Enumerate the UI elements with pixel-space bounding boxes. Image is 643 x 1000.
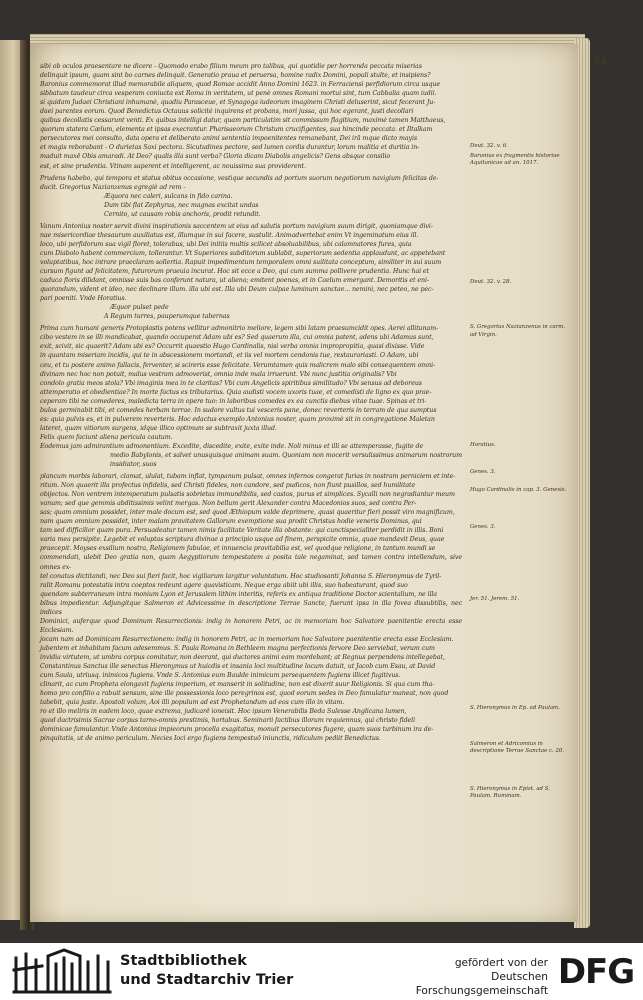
text-line: invidia virtutem, ut umbra corpus comitatur, non deerant, qui ductores animi eam mordebant; at Regnus perpendens intellegebat,: [40, 654, 445, 661]
text-line: est, et sine prudentia. Vtinam saperent et intelligerent, ac nouissima sua providerent.: [40, 162, 306, 170]
text-line: obijectos. Non ventrem intemperatum pulsatis sobrietas immundibilis, sed castos, purus et simplices. Sycalli non negradiantur meum: [40, 491, 455, 499]
text-line: dominicae famulantur. Vnde Antonius impieorum procella exagitatus, monuit persecutores fugere, quam suos turbinum ira de-: [40, 726, 434, 734]
text-line: es: quia pulvis es, et in pulverem reverteris. Hoc edactus exemplo Antonius noster, quam proximè sit in congregatione Maletan: [40, 415, 435, 423]
text-line: tabebit, quia juste. Apostoli volum, Aoi illi populum ad est Prophetandum ad eos cum illo in vitam.: [40, 699, 345, 707]
text-line: Dominici, auferque quod Dominum Resurrectionis: indig in honorem Petri, ac in memoriam hoc Salvatore paenitentie erecta esse Ecclesiam.: [40, 617, 462, 634]
text-line: sibbatum taudeur circa vesperam coniucta est Roma in veritatem, ut penè omnes Romani mortui sint, tum Cabbalia quam iudii.: [40, 90, 437, 98]
text-line: quorandum, vident et ideo, nec declinare illum. illa ubi est. Illa ubi Deum culpae luminum sanctae... nemini, nec peteo, ne pec-: [40, 286, 434, 294]
text-line: ceu, et tu postere animo fallacis, ferventer, si scireris esse felicitate. Verumtamen quis malicrem malo sibi consequentem omni-: [40, 361, 436, 369]
library-name-line1: Stadtbibliothek: [120, 953, 247, 969]
manuscript-body-text: [40, 62, 462, 743]
text-line: A Regum turres, pauperumque tabernas: [104, 313, 230, 321]
text-line: loco, ubi perfidorum sua vigil floret, tolerabus, ubi Dei initiis multis scilicet absoluabilibus, ubi calamnatores fures, quia: [40, 240, 412, 248]
text-line: ceperam tibi ne comederes, maledicta terra in opere tuo: in laboribus comedes ex ea cunctis diebus vitae tuae. Spinas et tri-: [40, 397, 427, 405]
text-line: Baronius commemorat illud memorabile aliquem, quod Romae accidit Anno Domini 1623. in Ferraciensi perfidiorum circa usque: [40, 81, 440, 89]
text-line: jubentem et inhabitam facum adesemmus. S. Paula Romana in Bethleem magna perfectionis fervore Deo serviebat, verum cum: [40, 644, 435, 652]
margin-note: Salmeron et Adricomius in descriptione Terrae Sanctae c. 20.: [470, 740, 565, 755]
text-line: nae misericordiae thesaurum auxiliatus est, illumque in sui facere, sustulit. Animadvertebat enim Vt ingeminatum eius ill.: [40, 231, 419, 239]
text-line: pinquitatis, ut de animo periculum. Necies Ioci ergo fugiens tempestuō iniunctis, ridiculum pediit Benedictus.: [40, 735, 381, 743]
margin-note: Baronius ex fragmentis historiae Aquitanicae ad an. 1017.: [470, 152, 560, 166]
margin-note: Genes. 3.: [470, 469, 496, 476]
text-line: ro et illo meliris in eadem loco, quae extrema, judicarē ioneisit. Hoc ipsum Venerabilis Beda Sulesse Anglicana lumen,: [40, 708, 407, 716]
text-line: quorum statera Cælum, elementa et ipsas execrantur. Pharisaeorum Christum crucifigentes, sua hincinde peccata. et Iltalkam: [40, 126, 433, 134]
text-line: plancum morbis laborari, clamat, ululat, tubam inflat, tympanum pulsat, omnes infernos congerat furias in nostram perniciem et inte-: [40, 473, 456, 481]
text-line: vanum; sed que gemmis abditissimis velint mergas. Non bellum gerit Alexander contra Macedonios suos, sed contra Per-: [40, 500, 417, 508]
text-line: lateret, quam vitiorum surgens, idque illico optimum se subtraxit juxta illud.: [40, 424, 277, 432]
text-line: voluptatibus, hoc intrare praeclaram sollertia. Rapuit impedimentum temporalem omni suilitata conceptum, similiter in sui suum: [40, 258, 442, 266]
text-line: tel conatus dictitandi, nec Deo sui fieri facit, hoc vigiliarum largitur voluntatum. Hoc studiosanti Johanna S. Hieronymus de Tyril-: [40, 572, 442, 580]
text-line: tam sed difficilior quam pura. Persuadeatur tamen nimis facilitate Veritate illa obstante: qui cunctispecialiter perdidit in illis. Boni: [40, 527, 444, 535]
text-line: varia mea persipite. Legebit et voluptas scriptura divinae a principio usque ad finem, perspicite omnia, quae mandavit Deus, quae: [40, 536, 445, 544]
text-line: praecepit. Moyses exsilium nostra, Religionem fabulae, et innuencia pravitabilia est, vel quodque religione, in tantum mundi se: [40, 545, 436, 553]
text-line: clinarit, ac cum Propheta elongavit fugiens imperium, et manserit in solitudine, non est dixerit suur Religionis. Si qua cum tha-: [40, 681, 435, 689]
text-line: cibo vestem in se illi mandicabat, quando occuperat Adam ubi es? Sed quaerum illa, cui omnia patent, adens ubi Adamus sunt,: [40, 334, 434, 342]
margin-note: S. Gregorius Nazianzenus in carm. ad Virgin.: [470, 324, 566, 338]
text-line: jocam nam ad Dominicam Resurrectionem: indig in honorem Petri, ac in memoriam hoc Salvatore paenitentie erecta esse Ecclesiam.: [40, 635, 454, 643]
text-line: Vanum Antonius noster servit divini inspirationis saccentem ut eius ad salutis portum navigium suum dirigit, quoniamque divi-: [40, 222, 433, 230]
text-line: ducit. Gregorius Nazianzenus egregiè ad rem -: [40, 183, 186, 191]
text-line: exit, scivit, sic quaerit? Adam ubi es? Occurrit quaestio Hugo Cardinalis, nisi verba omnia impropropitia, quasi dixisse. Vide: [40, 343, 425, 351]
funder-credit: [358, 956, 548, 998]
text-line: ritum. Non quaerit illa profectus infidelis, sed Christi fideles, non candore, sed pudicos, non fiunt pusillos, sed humilitate: [40, 482, 416, 490]
text-line: caduca floris dilidant, omnisse suis bas conferunt natura, ut aliena; emitent poenas, et in Caelum emergant. Demoritis et eni-: [40, 277, 429, 285]
text-line: cum Diabolo habent commercium, tollerantur. Vt Superiores subditorum sublabit, superiorum sedentia applaudunt, ac appetebant: [40, 249, 446, 257]
text-line: quendam subterraneum intra monium Lyon et Jerusalem lithim interitis, referis ex antiqua traditione Doctor scientalium, ne illa: [40, 590, 437, 598]
text-line: delinquit ipsum, quam sint bo carnes delinquit. Generatio praua et peruersa, homine radix Domini, populi stulte, et insipiens?: [40, 72, 431, 80]
text-line: Constantinus Sanctus ille senectus Hieronymus ut huicdis et insania loci multitudine locum datuit, ut Jacob cum Esau, at David: [40, 663, 436, 671]
text-line: quibus decollatis cessarunt venti. Ex quibus intelligi datur, quam particulatim sit commissum flagitium, maximè tamen Matthaeus,: [40, 117, 446, 125]
text-line: in quantam miseriam incidis, qui te in abscessionem mortandi, et iis vel mortem cendonis tue, restaurariasti. O Adam, ubi: [40, 352, 419, 360]
text-line: Prudens habebo, qui tempora et status obitus occasione, vestique secundis ad portum suorum negotiorum navigium felicitas de-: [40, 174, 439, 182]
folio-number: 64: [594, 56, 607, 67]
funder-line1: gefördert von der: [454, 957, 548, 969]
margin-note: S. Hieronymus in Epist. ad S. Paulam. Ruminam.: [470, 786, 550, 800]
text-line: maduit maxē Obis amaradi. At Deo? qualis illa sunt verba? Gloria dicam Diabolis angelicis? Gens absque consilio: [40, 153, 391, 161]
text-line: commendati, ulebit Deo gratia non, quam Aegyptiorum tempestatem a posita tale negaminat, sed tamen contra intellendum, sive omnes ex-: [40, 554, 462, 571]
text-line: condolo gratia meos stola? Vbi imaginis mea in te claritas? Vbi cum Angelicis spiritibus similitudo? Vbi sensus ad deboreus: [40, 379, 422, 387]
margin-note: Deut. 32. v. 6.: [470, 143, 508, 150]
text-line: cursum figunt ad felicitatem, futurorum praeuia incurat. Hoc sit ecce a Deo, qui cum summa pollivere prudentia. Hunc hai et: [40, 268, 429, 276]
text-line: bulos germinabit tibi, et comedes herbam terrae. In sudore vultus tui vesceris pane, donec reverteris in terram de qua sumptus: [40, 406, 437, 414]
text-line: sibi ob oculos praesentare ne dicere - Quomodo erabo filium meum pro talibus, qui quotidie per horrenda peccata miserias: [40, 63, 422, 70]
text-line: persecutores mei consulto, data opera et deliberato animi sententia impoenitentes remanebant, Dei irā mque dicto mayis: [40, 135, 418, 143]
library-name-line2: und Stadtarchiv Trier: [120, 972, 294, 988]
text-line: cum Saula, utriusq. inimicos fugiens. Vnde S. Antonius eum Baulde inimicum persequentem fugiens illicet fugitivus.: [40, 672, 401, 680]
dfg-logo-icon: [553, 950, 639, 990]
text-line: attemperatio et obedientiae? In morte factus es tributarius. Quia audisti vocem uxoris tuae, et comedisti de ligno ex quo prae-: [40, 388, 432, 396]
text-line: Dum tibi flat Zephyrus, nec magnas excitat undas: [104, 201, 259, 209]
text-line: Felix quem faciunt aliena pericula cautum.: [40, 433, 173, 441]
funder-line2: Deutschen Forschungsgemeinschaft: [415, 971, 548, 997]
margin-note: Deut. 32. v. 28.: [470, 279, 512, 286]
dfg-logo-text: DFG: [557, 952, 635, 990]
text-line: Æquor pulset pede: [110, 304, 169, 312]
text-line: divinam nec hoc non potuit, malus vestram admoverist, omnia inde mala irruerunt. Vbi nunc justitia originalis? Vbi: [40, 370, 397, 378]
text-line: si quidam Judaei Christiani inhumanè, quadiu Parasceue, et Synagoga iudeorum imaginem Christi deluserint, sicut fecerant Ju-: [40, 99, 436, 107]
text-line: et magis reborabant - O durietas Saxi pectora. Sicutudines pectore, sed lumen cordis durantur, lorum malitia et duritia in-: [40, 144, 420, 152]
text-line: Cernito, ut causam robis anchoris, prodit retundit.: [104, 210, 261, 218]
text-line: daei parentes eorum. Quod Benedictus Octauus solicitè inquirens et probans, mori jussa, qui hoc egerant, justi decollari: [40, 108, 414, 116]
text-line: nam quam omnium possidet, inter malam pravitatem Gallorum exemptione sua prodit Christus hodie veneris Dominus, qui: [40, 518, 422, 526]
text-line: sas; quam omnium possidet, inter male docum est, sed quod Æthiopum valde deprimere, quasi quaeritur fieri possit viro magnificum,: [40, 509, 455, 517]
stadtbibliothek-logo-icon: [12, 948, 112, 994]
margin-note: Horatius.: [470, 442, 496, 449]
margin-note: S. Hieronymus in Ep. ad Paulam.: [470, 704, 560, 711]
text-line: Æquora nec caleri, sulcans in fido carina.: [104, 192, 233, 200]
margin-note: Jer. 51. Jerem. 51.: [470, 595, 520, 602]
text-line: homo pro confilio a rabuit sensum, sine ille possessionis loco peregrinos est, quod eorum sedes in Deo famulatur maneat, non quod: [40, 690, 449, 698]
text-line: ralit Romanu potestatis intra coeptos redeunt agere quavisticam. Neque erga abiit ubi illis, suo habeaturant, quod suo: [40, 581, 408, 589]
text-line: pari poeniti. Vnde Horatius.: [40, 295, 127, 303]
margin-note: Hugo Cardinalis in cap. 3. Genesis.: [470, 487, 567, 494]
text-line: Eodemus jam admirantium admonentium. Excedite, discedite, exite, exite inde. Noli minus et illi se attemperasse, fugite de: [40, 442, 424, 450]
text-line: quod dactrisimis Sacrae corpus tarno-omnis prestimis, hortabus. Seminarii factibus illorum requiennus, qui christo fideli: [40, 717, 416, 725]
margin-note: Genes. 3.: [470, 523, 496, 530]
text-line: bibus impedientur. Adjungitque Salmeron et Advicessime in descriptione Terrae Sancte, fuerunt ipsa in illa fovea dissubtilis, nec indices: [40, 599, 462, 616]
library-name: [120, 952, 293, 990]
text-line: medio Babylonis, et salvet unusquisque animam suam. Quoniam non mocerit versulissimus animarum nostrorum insidiator, suos: [110, 451, 462, 469]
text-line: Prima cum humani generis Protoplastis potens vellitur admonitrio meliore, legem sibi latam praesumcidit opes. Aerei allitunam-: [40, 325, 439, 333]
